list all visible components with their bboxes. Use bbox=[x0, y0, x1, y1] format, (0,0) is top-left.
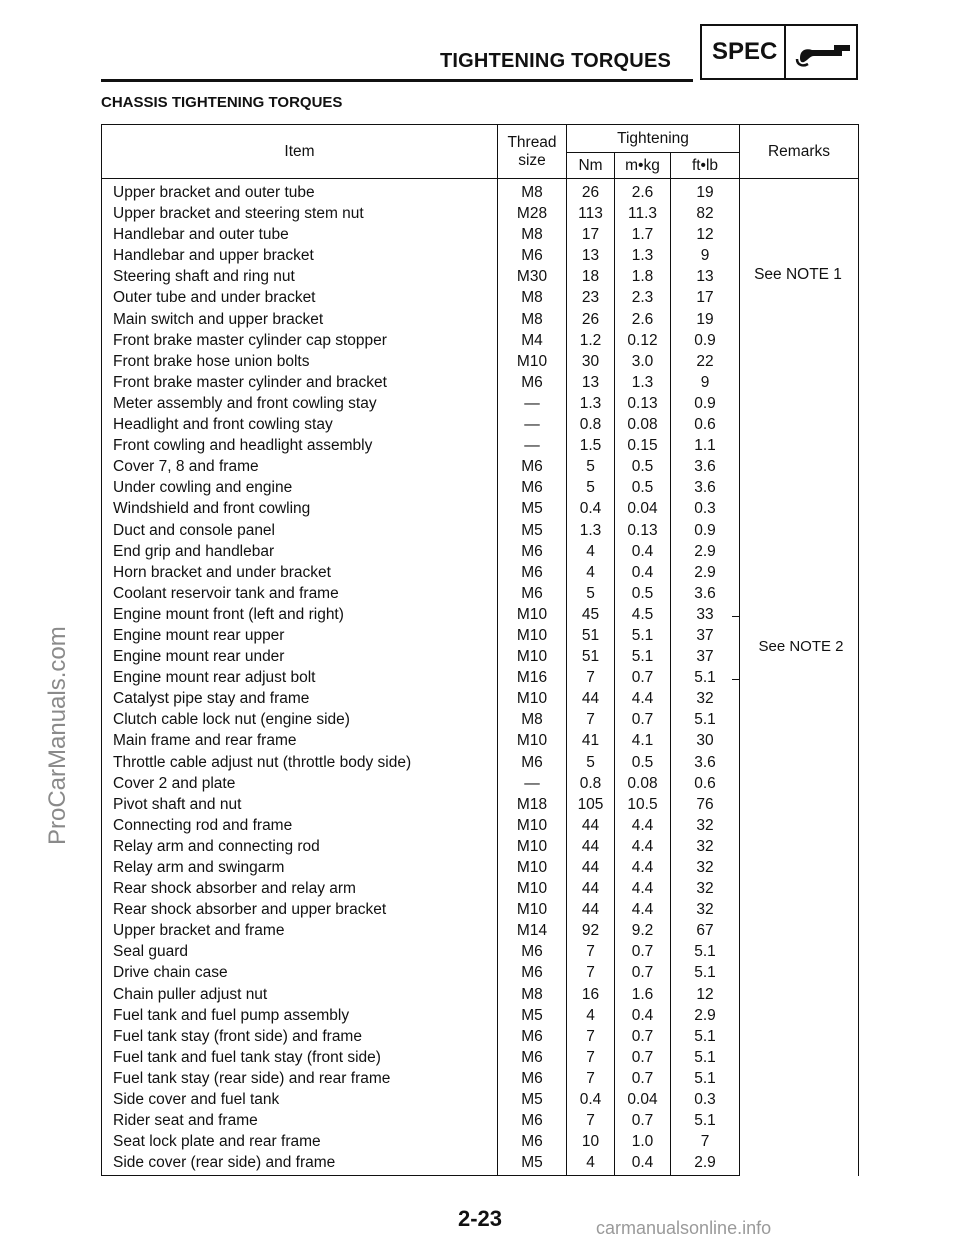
cell-item: Engine mount rear upper bbox=[102, 625, 498, 646]
cell-ftlb: 3.6 bbox=[671, 752, 740, 773]
cell-mkg: 10.5 bbox=[615, 794, 671, 815]
cell-item: Drive chain case bbox=[102, 962, 498, 983]
spec-label: SPEC bbox=[712, 38, 778, 65]
cell-thread-size: M10 bbox=[498, 899, 567, 920]
cell-thread-size: M8 bbox=[498, 984, 567, 1005]
cell-thread-size: M6 bbox=[498, 477, 567, 498]
cell-mkg: 2.6 bbox=[615, 309, 671, 330]
watermark-left: ProCarManuals.com bbox=[44, 626, 71, 845]
cell-nm: 0.4 bbox=[567, 1089, 615, 1110]
cell-thread-size: M8 bbox=[498, 287, 567, 308]
cell-item: Steering shaft and ring nut bbox=[102, 266, 498, 287]
cell-mkg: 4.1 bbox=[615, 730, 671, 751]
cell-thread-size: M10 bbox=[498, 351, 567, 372]
cell-ftlb: 2.9 bbox=[671, 541, 740, 562]
cell-item: Cover 7, 8 and frame bbox=[102, 456, 498, 477]
cell-item: Front brake master cylinder cap stopper bbox=[102, 330, 498, 351]
cell-mkg: 0.5 bbox=[615, 477, 671, 498]
cell-item: Outer tube and under bracket bbox=[102, 287, 498, 308]
cell-nm: 44 bbox=[567, 688, 615, 709]
cell-thread-size: M8 bbox=[498, 309, 567, 330]
cell-thread-size: M6 bbox=[498, 752, 567, 773]
cell-nm: 44 bbox=[567, 899, 615, 920]
cell-mkg: 4.4 bbox=[615, 688, 671, 709]
cell-nm: 7 bbox=[567, 667, 615, 688]
torque-table-body bbox=[102, 179, 859, 1176]
header-nm: Nm bbox=[567, 153, 615, 179]
cell-nm: 44 bbox=[567, 815, 615, 836]
cell-ftlb: 32 bbox=[671, 815, 740, 836]
cell-item: Coolant reservoir tank and frame bbox=[102, 583, 498, 604]
cell-item: Seal guard bbox=[102, 941, 498, 962]
cell-mkg: 1.3 bbox=[615, 372, 671, 393]
cell-item: Connecting rod and frame bbox=[102, 815, 498, 836]
header-thread-size: Thread size bbox=[498, 125, 567, 179]
cell-mkg: 1.0 bbox=[615, 1131, 671, 1152]
cell-mkg: 5.1 bbox=[615, 625, 671, 646]
cell-mkg: 0.7 bbox=[615, 667, 671, 688]
cell-thread-size: M10 bbox=[498, 688, 567, 709]
cell-item: Main frame and rear frame bbox=[102, 730, 498, 751]
cell-mkg: 1.8 bbox=[615, 266, 671, 287]
cell-item: Rear shock absorber and upper bracket bbox=[102, 899, 498, 920]
cell-thread-size: M6 bbox=[498, 541, 567, 562]
cell-nm: 30 bbox=[567, 351, 615, 372]
cell-mkg: 4.4 bbox=[615, 815, 671, 836]
cell-thread-size: M6 bbox=[498, 372, 567, 393]
remark-bracket bbox=[732, 616, 740, 680]
cell-thread-size: M5 bbox=[498, 1089, 567, 1110]
cell-ftlb: 0.9 bbox=[671, 520, 740, 541]
cell-thread-size: M10 bbox=[498, 857, 567, 878]
cell-mkg: 9.2 bbox=[615, 920, 671, 941]
cell-remarks bbox=[740, 179, 859, 1176]
cell-mkg: 0.4 bbox=[615, 1152, 671, 1176]
cell-nm: 44 bbox=[567, 878, 615, 899]
cell-nm: 113 bbox=[567, 203, 615, 224]
cell-nm: 5 bbox=[567, 477, 615, 498]
cell-item: Fuel tank stay (front side) and frame bbox=[102, 1026, 498, 1047]
cell-item: Side cover and fuel tank bbox=[102, 1089, 498, 1110]
header-remarks: Remarks bbox=[740, 125, 859, 179]
cell-nm: 7 bbox=[567, 1110, 615, 1131]
cell-mkg: 0.12 bbox=[615, 330, 671, 351]
cell-thread-size: — bbox=[498, 393, 567, 414]
page-number: 2-23 bbox=[457, 1206, 503, 1231]
cell-ftlb: 0.6 bbox=[671, 414, 740, 435]
remark-note-1: See NOTE 1 bbox=[754, 266, 842, 283]
cell-mkg: 11.3 bbox=[615, 203, 671, 224]
cell-mkg: 0.04 bbox=[615, 498, 671, 519]
header-ftlb: ft•lb bbox=[671, 153, 740, 179]
cell-ftlb: 22 bbox=[671, 351, 740, 372]
cell-thread-size: M10 bbox=[498, 730, 567, 751]
cell-mkg: 0.7 bbox=[615, 709, 671, 730]
cell-ftlb: 37 bbox=[671, 625, 740, 646]
cell-item: Front brake master cylinder and bracket bbox=[102, 372, 498, 393]
cell-item: Duct and console panel bbox=[102, 520, 498, 541]
cell-ftlb: 0.3 bbox=[671, 498, 740, 519]
cell-nm: 5 bbox=[567, 583, 615, 604]
cell-mkg: 0.5 bbox=[615, 456, 671, 477]
cell-item: Chain puller adjust nut bbox=[102, 984, 498, 1005]
cell-thread-size: M6 bbox=[498, 1047, 567, 1068]
cell-mkg: 0.7 bbox=[615, 941, 671, 962]
cell-ftlb: 3.6 bbox=[671, 583, 740, 604]
cell-mkg: 3.0 bbox=[615, 351, 671, 372]
cell-ftlb: 5.1 bbox=[671, 667, 740, 688]
cell-ftlb: 76 bbox=[671, 794, 740, 815]
cell-nm: 4 bbox=[567, 562, 615, 583]
cell-ftlb: 9 bbox=[671, 372, 740, 393]
cell-item: Handlebar and upper bracket bbox=[102, 245, 498, 266]
cell-item: Upper bracket and steering stem nut bbox=[102, 203, 498, 224]
cell-mkg: 0.08 bbox=[615, 773, 671, 794]
remark-note-2: See NOTE 2 bbox=[758, 638, 844, 655]
cell-thread-size: M18 bbox=[498, 794, 567, 815]
cell-item: Cover 2 and plate bbox=[102, 773, 498, 794]
cell-ftlb: 82 bbox=[671, 203, 740, 224]
cell-ftlb: 17 bbox=[671, 287, 740, 308]
cell-thread-size: M5 bbox=[498, 1005, 567, 1026]
cell-mkg: 4.4 bbox=[615, 836, 671, 857]
cell-ftlb: 19 bbox=[671, 179, 740, 204]
cell-nm: 1.3 bbox=[567, 393, 615, 414]
cell-ftlb: 7 bbox=[671, 1131, 740, 1152]
cell-nm: 7 bbox=[567, 1047, 615, 1068]
cell-item: Side cover (rear side) and frame bbox=[102, 1152, 498, 1176]
cell-ftlb: 0.9 bbox=[671, 393, 740, 414]
cell-nm: 7 bbox=[567, 1026, 615, 1047]
cell-mkg: 0.4 bbox=[615, 1005, 671, 1026]
cell-thread-size: — bbox=[498, 435, 567, 456]
cell-mkg: 1.6 bbox=[615, 984, 671, 1005]
cell-mkg: 0.5 bbox=[615, 752, 671, 773]
cell-mkg: 0.5 bbox=[615, 583, 671, 604]
cell-item: Upper bracket and frame bbox=[102, 920, 498, 941]
cell-mkg: 0.04 bbox=[615, 1089, 671, 1110]
cell-ftlb: 5.1 bbox=[671, 941, 740, 962]
cell-ftlb: 32 bbox=[671, 857, 740, 878]
cell-ftlb: 32 bbox=[671, 878, 740, 899]
cell-nm: 51 bbox=[567, 646, 615, 667]
cell-nm: 5 bbox=[567, 456, 615, 477]
cell-mkg: 0.7 bbox=[615, 1047, 671, 1068]
header-mkg: m•kg bbox=[615, 153, 671, 179]
cell-item: Rider seat and frame bbox=[102, 1110, 498, 1131]
cell-ftlb: 3.6 bbox=[671, 456, 740, 477]
cell-mkg: 4.4 bbox=[615, 899, 671, 920]
cell-nm: 51 bbox=[567, 625, 615, 646]
cell-ftlb: 12 bbox=[671, 224, 740, 245]
cell-item: Horn bracket and under bracket bbox=[102, 562, 498, 583]
cell-mkg: 2.6 bbox=[615, 179, 671, 204]
cell-thread-size: M6 bbox=[498, 562, 567, 583]
cell-nm: 44 bbox=[567, 836, 615, 857]
cell-ftlb: 19 bbox=[671, 309, 740, 330]
cell-ftlb: 33 bbox=[671, 604, 740, 625]
cell-item: End grip and handlebar bbox=[102, 541, 498, 562]
cell-ftlb: 2.9 bbox=[671, 562, 740, 583]
cell-mkg: 0.4 bbox=[615, 562, 671, 583]
header-tightening: Tightening bbox=[567, 125, 740, 153]
cell-nm: 16 bbox=[567, 984, 615, 1005]
header-rule bbox=[101, 79, 693, 82]
cell-nm: 92 bbox=[567, 920, 615, 941]
cell-nm: 45 bbox=[567, 604, 615, 625]
cell-item: Under cowling and engine bbox=[102, 477, 498, 498]
cell-mkg: 0.7 bbox=[615, 1026, 671, 1047]
cell-item: Fuel tank and fuel tank stay (front side) bbox=[102, 1047, 498, 1068]
cell-thread-size: M6 bbox=[498, 1110, 567, 1131]
cell-nm: 1.2 bbox=[567, 330, 615, 351]
cell-ftlb: 3.6 bbox=[671, 477, 740, 498]
cell-nm: 26 bbox=[567, 309, 615, 330]
cell-ftlb: 32 bbox=[671, 899, 740, 920]
cell-ftlb: 32 bbox=[671, 688, 740, 709]
cell-thread-size: M4 bbox=[498, 330, 567, 351]
cell-nm: 1.5 bbox=[567, 435, 615, 456]
cell-mkg: 0.08 bbox=[615, 414, 671, 435]
table-row bbox=[102, 179, 859, 204]
cell-thread-size: M6 bbox=[498, 941, 567, 962]
cell-nm: 0.4 bbox=[567, 498, 615, 519]
cell-thread-size: M6 bbox=[498, 1068, 567, 1089]
cell-ftlb: 5.1 bbox=[671, 1026, 740, 1047]
cell-thread-size: M10 bbox=[498, 625, 567, 646]
cell-item: Rear shock absorber and relay arm bbox=[102, 878, 498, 899]
header-item: Item bbox=[102, 125, 498, 179]
cell-mkg: 0.7 bbox=[615, 1068, 671, 1089]
cell-thread-size: M6 bbox=[498, 456, 567, 477]
cell-ftlb: 5.1 bbox=[671, 962, 740, 983]
cell-item: Engine mount front (left and right) bbox=[102, 604, 498, 625]
cell-nm: 17 bbox=[567, 224, 615, 245]
cell-mkg: 5.1 bbox=[615, 646, 671, 667]
cell-mkg: 0.4 bbox=[615, 541, 671, 562]
cell-item: Catalyst pipe stay and frame bbox=[102, 688, 498, 709]
cell-mkg: 4.4 bbox=[615, 857, 671, 878]
cell-nm: 7 bbox=[567, 941, 615, 962]
cell-ftlb: 67 bbox=[671, 920, 740, 941]
cell-ftlb: 32 bbox=[671, 836, 740, 857]
cell-mkg: 0.7 bbox=[615, 1110, 671, 1131]
cell-ftlb: 5.1 bbox=[671, 1110, 740, 1131]
cell-mkg: 0.7 bbox=[615, 962, 671, 983]
cell-nm: 41 bbox=[567, 730, 615, 751]
cell-item: Seat lock plate and rear frame bbox=[102, 1131, 498, 1152]
cell-nm: 5 bbox=[567, 752, 615, 773]
cell-thread-size: M10 bbox=[498, 878, 567, 899]
cell-nm: 105 bbox=[567, 794, 615, 815]
cell-ftlb: 0.6 bbox=[671, 773, 740, 794]
cell-item: Front cowling and headlight assembly bbox=[102, 435, 498, 456]
cell-item: Engine mount rear under bbox=[102, 646, 498, 667]
cell-nm: 4 bbox=[567, 1005, 615, 1026]
cell-item: Front brake hose union bolts bbox=[102, 351, 498, 372]
cell-ftlb: 2.9 bbox=[671, 1005, 740, 1026]
cell-mkg: 0.13 bbox=[615, 520, 671, 541]
cell-nm: 7 bbox=[567, 1068, 615, 1089]
cell-nm: 4 bbox=[567, 541, 615, 562]
cell-nm: 0.8 bbox=[567, 773, 615, 794]
wrench-icon bbox=[794, 38, 854, 68]
cell-thread-size: M10 bbox=[498, 815, 567, 836]
cell-nm: 10 bbox=[567, 1131, 615, 1152]
cell-thread-size: M8 bbox=[498, 709, 567, 730]
cell-ftlb: 2.9 bbox=[671, 1152, 740, 1176]
cell-ftlb: 5.1 bbox=[671, 1068, 740, 1089]
cell-ftlb: 13 bbox=[671, 266, 740, 287]
cell-ftlb: 1.1 bbox=[671, 435, 740, 456]
cell-item: Relay arm and swingarm bbox=[102, 857, 498, 878]
spec-divider bbox=[784, 26, 786, 78]
cell-item: Headlight and front cowling stay bbox=[102, 414, 498, 435]
cell-thread-size: M14 bbox=[498, 920, 567, 941]
cell-thread-size: — bbox=[498, 773, 567, 794]
cell-ftlb: 0.9 bbox=[671, 330, 740, 351]
cell-thread-size: M5 bbox=[498, 498, 567, 519]
cell-thread-size: M5 bbox=[498, 520, 567, 541]
cell-mkg: 1.3 bbox=[615, 245, 671, 266]
cell-thread-size: M10 bbox=[498, 836, 567, 857]
cell-item: Fuel tank and fuel pump assembly bbox=[102, 1005, 498, 1026]
cell-thread-size: M6 bbox=[498, 1026, 567, 1047]
cell-item: Fuel tank stay (rear side) and rear frame bbox=[102, 1068, 498, 1089]
cell-ftlb: 12 bbox=[671, 984, 740, 1005]
cell-nm: 0.8 bbox=[567, 414, 615, 435]
cell-nm: 18 bbox=[567, 266, 615, 287]
cell-item: Upper bracket and outer tube bbox=[102, 179, 498, 204]
cell-item: Engine mount rear adjust bolt bbox=[102, 667, 498, 688]
cell-ftlb: 9 bbox=[671, 245, 740, 266]
cell-ftlb: 5.1 bbox=[671, 1047, 740, 1068]
page-title: TIGHTENING TORQUES bbox=[440, 50, 672, 72]
cell-nm: 13 bbox=[567, 245, 615, 266]
cell-ftlb: 5.1 bbox=[671, 709, 740, 730]
cell-ftlb: 0.3 bbox=[671, 1089, 740, 1110]
cell-thread-size: M6 bbox=[498, 583, 567, 604]
cell-nm: 13 bbox=[567, 372, 615, 393]
cell-item: Windshield and front cowling bbox=[102, 498, 498, 519]
cell-thread-size: M30 bbox=[498, 266, 567, 287]
cell-thread-size: M6 bbox=[498, 245, 567, 266]
cell-thread-size: M28 bbox=[498, 203, 567, 224]
cell-thread-size: M5 bbox=[498, 1152, 567, 1176]
cell-mkg: 1.7 bbox=[615, 224, 671, 245]
cell-ftlb: 30 bbox=[671, 730, 740, 751]
watermark-bottom: carmanualsonline.info bbox=[596, 1218, 772, 1238]
cell-item: Meter assembly and front cowling stay bbox=[102, 393, 498, 414]
cell-mkg: 0.13 bbox=[615, 393, 671, 414]
cell-item: Pivot shaft and nut bbox=[102, 794, 498, 815]
cell-thread-size: M8 bbox=[498, 224, 567, 245]
cell-ftlb: 37 bbox=[671, 646, 740, 667]
cell-mkg: 0.15 bbox=[615, 435, 671, 456]
cell-nm: 7 bbox=[567, 962, 615, 983]
section-title: CHASSIS TIGHTENING TORQUES bbox=[101, 94, 343, 111]
cell-thread-size: M8 bbox=[498, 179, 567, 204]
cell-thread-size: M16 bbox=[498, 667, 567, 688]
cell-nm: 1.3 bbox=[567, 520, 615, 541]
cell-item: Throttle cable adjust nut (throttle body side) bbox=[102, 752, 498, 773]
cell-item: Clutch cable lock nut (engine side) bbox=[102, 709, 498, 730]
cell-thread-size: M10 bbox=[498, 604, 567, 625]
cell-thread-size: M6 bbox=[498, 962, 567, 983]
cell-nm: 44 bbox=[567, 857, 615, 878]
cell-thread-size: — bbox=[498, 414, 567, 435]
spec-box bbox=[700, 24, 858, 80]
cell-nm: 26 bbox=[567, 179, 615, 204]
cell-nm: 7 bbox=[567, 709, 615, 730]
cell-item: Relay arm and connecting rod bbox=[102, 836, 498, 857]
cell-mkg: 2.3 bbox=[615, 287, 671, 308]
cell-thread-size: M6 bbox=[498, 1131, 567, 1152]
cell-nm: 23 bbox=[567, 287, 615, 308]
cell-nm: 4 bbox=[567, 1152, 615, 1176]
cell-mkg: 4.5 bbox=[615, 604, 671, 625]
cell-item: Handlebar and outer tube bbox=[102, 224, 498, 245]
cell-item: Main switch and upper bracket bbox=[102, 309, 498, 330]
cell-mkg: 4.4 bbox=[615, 878, 671, 899]
cell-thread-size: M10 bbox=[498, 646, 567, 667]
